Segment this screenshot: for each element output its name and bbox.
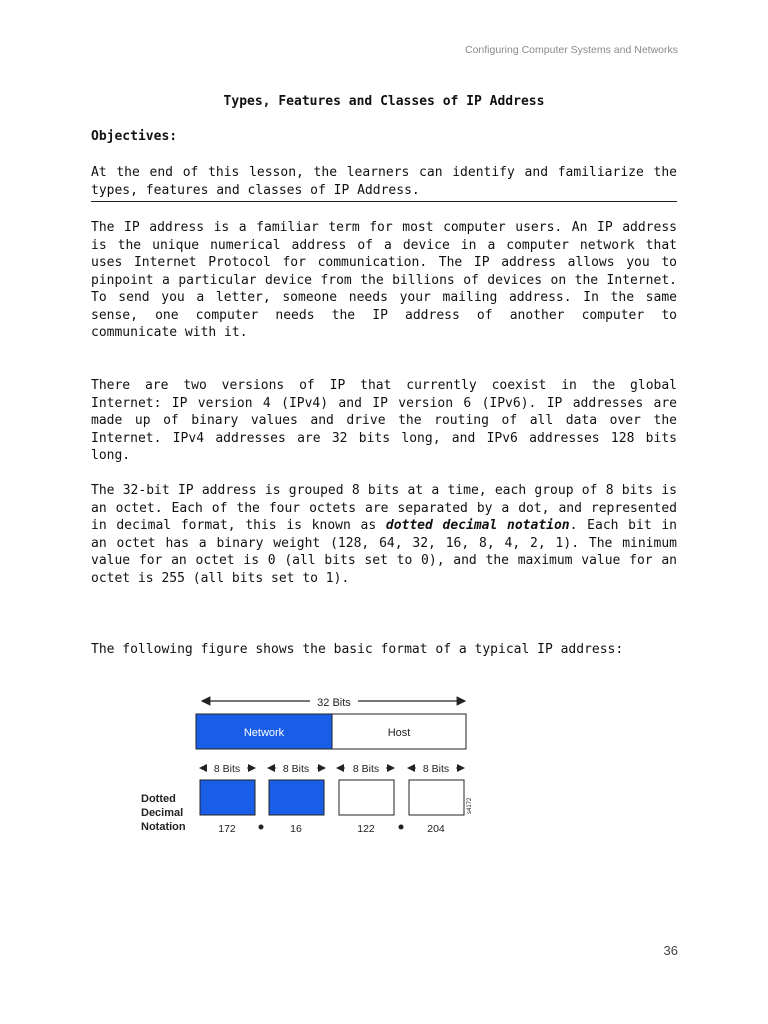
paragraph-octets-part1: The 32-bit IP address is grouped 8 bits at a time, each group of 8 bits is an octet. Each of the four octets are separated by a dot, and represented in decimal format, this is known as [91,483,677,533]
page-number: 36 [663,943,678,958]
paragraph-ip-versions: There are two versions of IP that currently coexist in the global Internet: IP version 4 (IPv4) and IP version 6 (IPv6). IP addresses are made up of binary values and drive the routing of all data over the Internet. IPv4 addresses are 32 bits long, and IPv6 addresses 128 bits long. [91,378,677,463]
page-title: Types, Features and Classes of IP Address [223,94,545,109]
objectives-heading: Objectives: [91,129,178,144]
ip-format-figure [130,688,490,852]
octet-3-bits-label: 8 Bits [352,763,380,775]
notation-label-line3: Notation [141,821,186,833]
octet-1-bits-label: 8 Bits [213,763,241,775]
figure-id-label: s4172 [467,797,473,814]
octet-3-box [339,780,394,815]
notation-label-line2: Decimal [141,807,184,819]
dot-separator [399,825,404,830]
octet-4-bits-label: 8 Bits [422,763,450,775]
dot-separator [259,825,264,830]
network-label: Network [243,727,285,739]
paragraph-octets [91,482,677,587]
ip-format-diagram [130,688,490,848]
octet-1-box [200,780,255,815]
paragraph-ip-intro: The IP address is a familiar term for most computer users. An IP address is the unique numerical address of a device in a computer network that uses Internet Protocol for communication. The IP address allows you to pinpoint a particular device from the billions of devices on the Internet. To send you a letter, someone needs your mailing address. In the same sense, one computer needs the IP address of another computer to communicate with it. [91,220,677,340]
host-label: Host [387,727,411,739]
paragraph-figure-intro: The following figure shows the basic format of a typical IP address: [91,642,624,657]
octet-3-value: 122 [357,823,375,835]
octet-2-box [269,780,324,815]
notation-label-line1: Dotted [141,793,176,805]
octet-1-value: 172 [218,823,236,835]
paragraph-octets-part2: . Each bit in an octet has a binary weight (128, 64, 32, 16, 8, 4, 2, 1). The minimum value for an octet is 0 (all bits set to 0), and the maximum value for an octet is 255 (all bits set to 1). [91,518,678,586]
octet-2-value: 16 [290,823,302,835]
octet-4-value: 204 [427,823,445,835]
total-bits-label: 32 Bits [317,697,351,709]
dotted-decimal-term: dotted decimal notation [385,518,570,533]
objectives-text: At the end of this lesson, the learners can identify and familiarize the types, features and classes of IP Address. [91,164,677,202]
octet-2-bits-label: 8 Bits [282,763,310,775]
octet-4-box [409,780,464,815]
running-header: Configuring Computer Systems and Networks [464,44,678,56]
